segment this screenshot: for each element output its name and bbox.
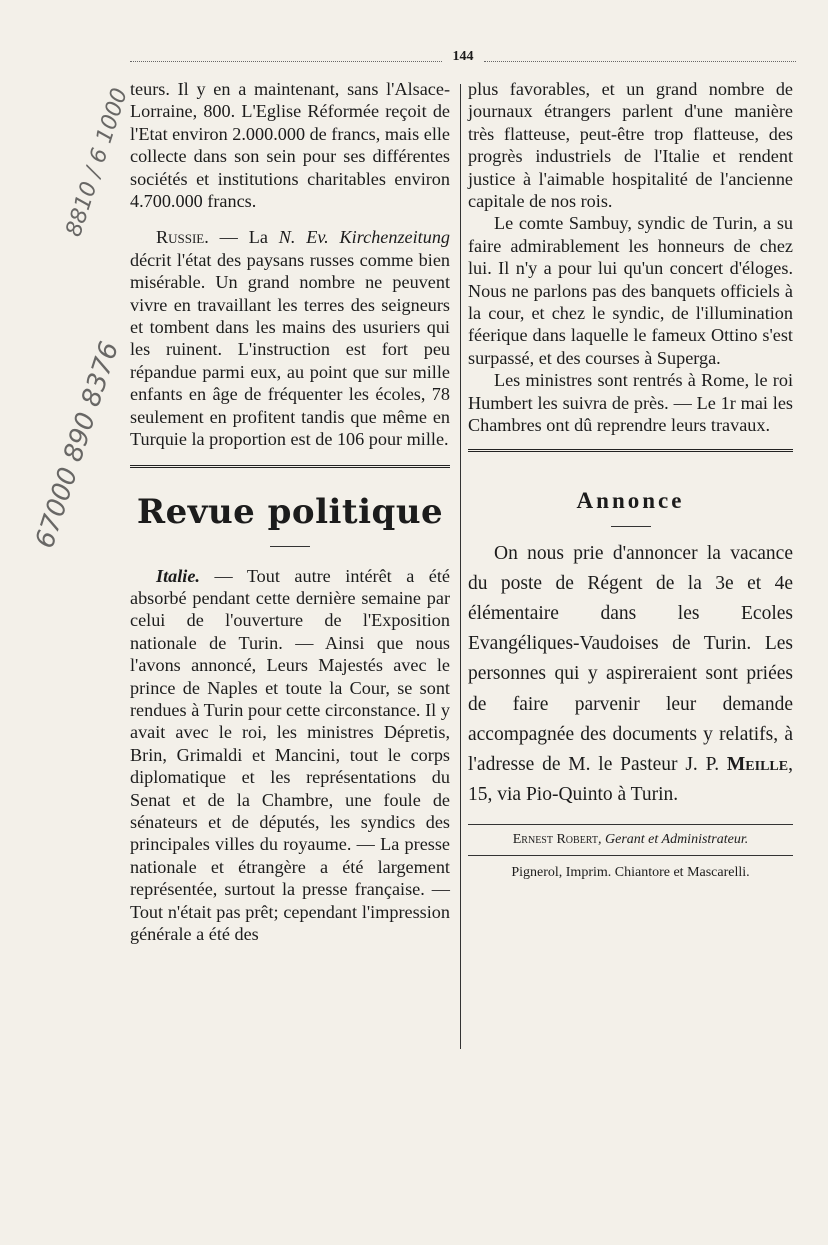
printer-line: Pignerol, Imprim. Chiantore et Mascarelli. (511, 865, 750, 881)
text-fragment: — Tout autre intérêt a été absorbé pendant cette dernière semaine par celui de l'ouverture de l'Exposition nationale de Turin. — Ainsi que nous l'avons annoncé, Leurs Majestés avec le prince de Naples et toute la Cour, se sont rendues à Turin pour cette circonstance. Il y avait avec le roi, les ministres Dépretis, Brin, Grimaldi et Mancini, tout le corps diplomatique et les représentations du Senat et de la Chambre, une foule de sénateurs et de députés, les syndics des principales villes du royaume. — La presse nationale et étrangère a été largement représentée, surtout la presse française. — Tout n'était pas prêt; cependant l'impression générale a été des (130, 565, 450, 944)
russie-article (130, 226, 450, 450)
column-divider (460, 84, 461, 1049)
journal-name: N. Ev. Kirchenzeitung (278, 227, 451, 248)
signature-role: , Gerant et Administrateur. (598, 832, 749, 848)
header-rule-left (130, 61, 442, 62)
handwritten-margin-note: 8810 / 6 1000 (61, 85, 133, 240)
announcement-text (468, 539, 793, 811)
pastor-name: Meille (726, 753, 789, 775)
text-fragment: , 15, via Pio-Quinto à Turin. (468, 753, 793, 806)
text-fragment: On nous prie d'annoncer la vacance du poste de Régent de la 3e et 4e élémentaire dans les Ecoles Evangéliques-Vaudoises de Turin. Les personnes qui y aspireraient sont priées de faire parvenir leur demande accompagnée des documents y relatifs, à l'adresse de M. le Pasteur J. P. (468, 542, 793, 775)
section-label-italie: Italie. (156, 565, 200, 586)
text-fragment: décrit l'état des paysans russes comme bien misérable. Un grand nombre ne peuvent vivre en travaillant les terres des seigneurs et tombent dans les mains des usuriers qui les ruinent. L'instruction est fort peu répandue parmi eux, au point que sur mille enfants en âge de fréquenter les écoles, 78 seulement en profitent tandis que même en Turquie la proportion est de 106 pour mille. (130, 249, 450, 450)
announce-title: Annonce (576, 487, 685, 513)
left-column (130, 78, 450, 945)
announcement (468, 539, 793, 811)
article-paragraph: plus favorables, et un grand nombre de journaux étrangers parlent d'une manière très flatteuse, peut-être trop flatteuse, des progrès industriels de l'Italie et rendent justice à l'aimable hospitalité de l'ancienne capitale de nos rois. (468, 79, 793, 212)
signature-line (468, 831, 793, 849)
header-rule-right (484, 61, 796, 62)
section-title: Revue politique (136, 491, 444, 532)
article-paragraph: Les ministres sont rentrés à Rome, le roi Humbert les suivra de près. — Le 1r mai les Chambres ont dû reprendre leurs travaux. (468, 370, 793, 436)
page-number: 144 (452, 49, 474, 64)
handwritten-margin-note: 67000 890 8376 (30, 338, 126, 552)
article-paragraph: Le comte Sambuy, syndic de Turin, a su faire admirablement les honneurs de chez lui. Il n'y a pour lui qu'un concert d'éloges. Nous ne parlons pas des banquets officiels à la cour, et chez le syndic, de l'illumination féerique dans laquelle le fameux Ottino s'est surpassé, et des courses à Superga. (468, 213, 793, 368)
signature-name: Ernest Robert (512, 832, 598, 848)
article-paragraph: teurs. Il y en a maintenant, sans l'Alsace-Lorraine, 800. L'Eglise Réformée reçoit de l'Etat environ 2.000.000 de francs, mais elle collecte dans son sein pour ses différentes sociétés et institutions charitables environ 4.700.000 francs. (130, 79, 450, 212)
text-fragment: — La (208, 227, 279, 248)
section-label-russie: Russie. (156, 227, 209, 248)
italie-article (130, 565, 450, 946)
right-column (468, 78, 793, 882)
